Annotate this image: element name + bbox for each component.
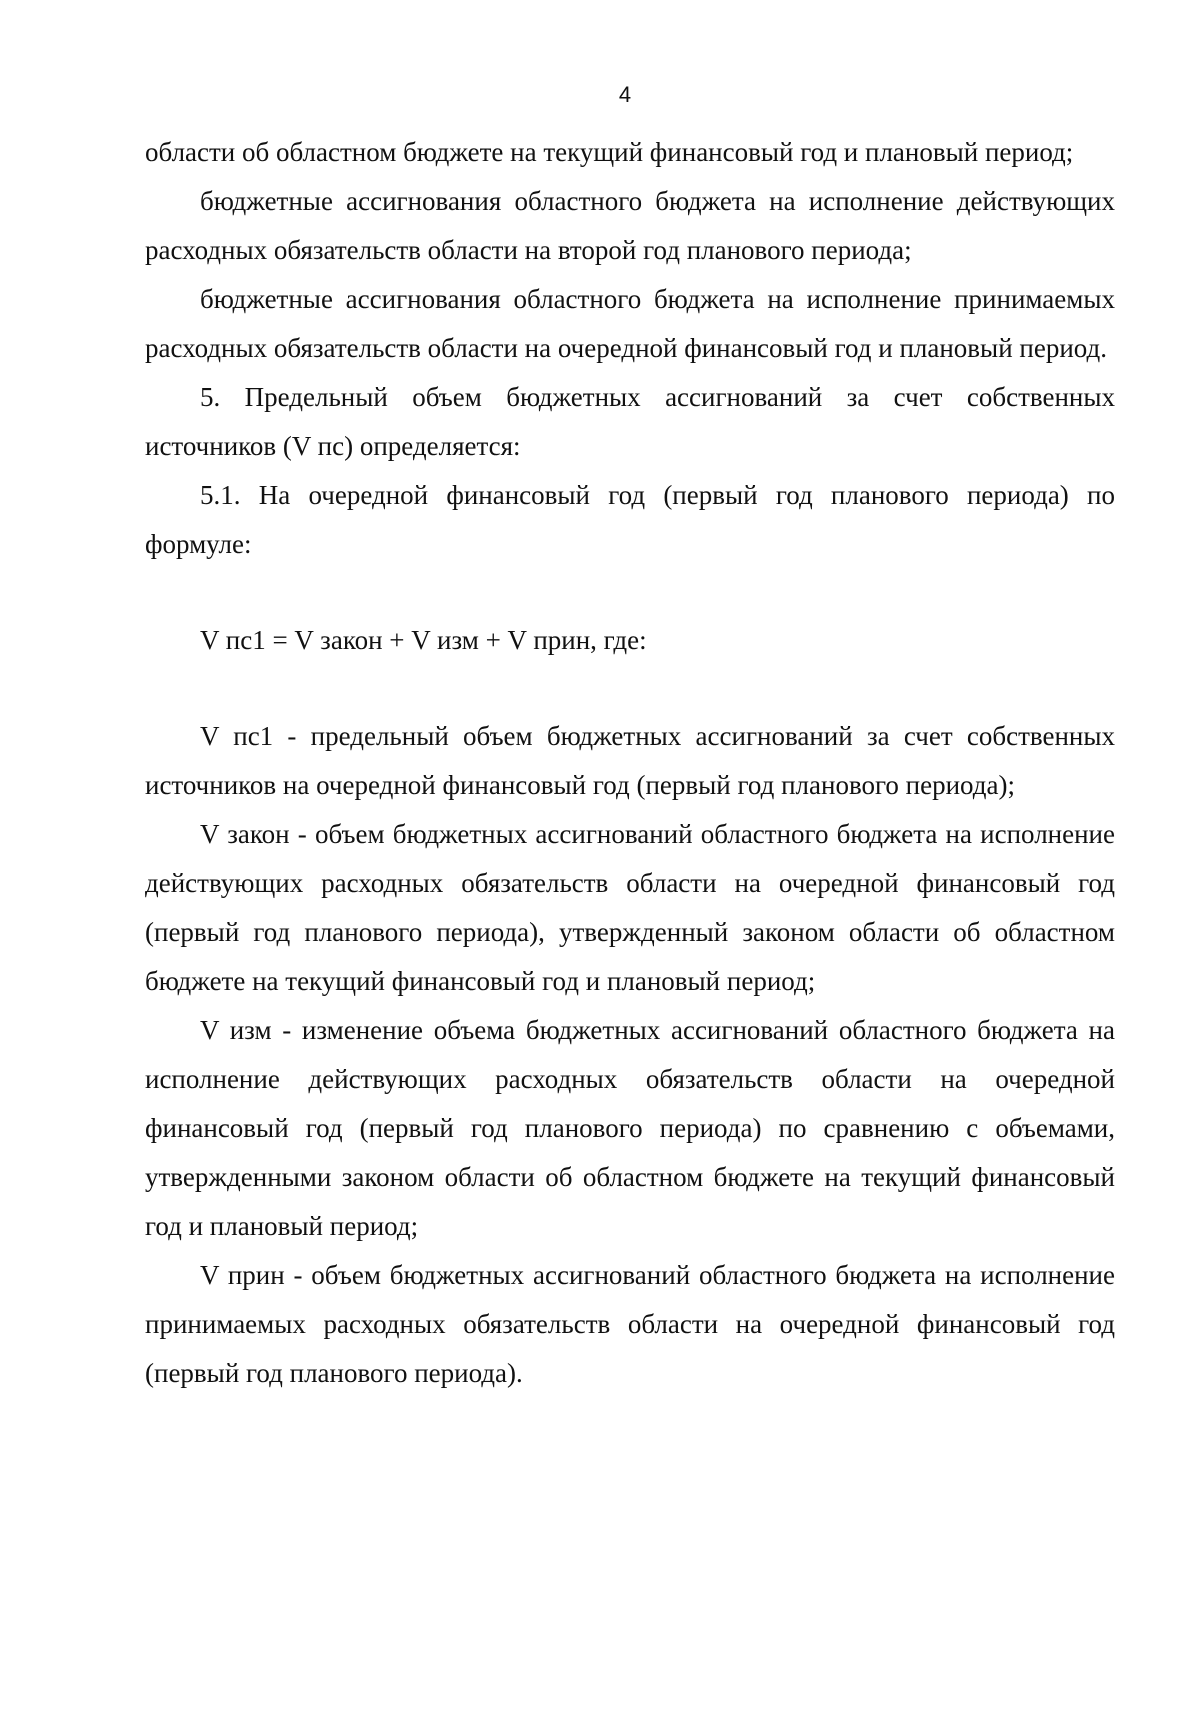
document-body xyxy=(145,128,1115,1398)
paragraph-current-obligations: бюджетные ассигнования областного бюджета на исполнение действующих расходных обязательств области на второй год планового периода; xyxy=(145,186,1115,265)
definition-v-ps1: V пс1 - предельный объем бюджетных ассигнований за счет собственных источников на очередной финансовый год (первый год планового периода); xyxy=(145,721,1115,800)
formula: V пс1 = V закон + V изм + V прин, где: xyxy=(200,625,647,655)
definition-v-prin: V прин - объем бюджетных ассигнований областного бюджета на исполнение принимаемых расходных обязательств области на очередной финансовый год (первый год планового периода). xyxy=(145,1260,1115,1388)
page-number: 4 xyxy=(618,82,632,107)
paragraph-section-5: 5. Предельный объем бюджетных ассигнований за счет собственных источников (V пс) определяется: xyxy=(145,382,1115,461)
definition-v-zakon: V закон - объем бюджетных ассигнований областного бюджета на исполнение действующих расходных обязательств области на очередной финансовый год (первый год планового периода), утвержденный законом области об областном бюджете на текущий финансовый год и плановый период; xyxy=(145,819,1115,996)
definition-v-izm: V изм - изменение объема бюджетных ассигнований областного бюджета на исполнение действующих расходных обязательств области на очередной финансовый год (первый год планового периода) по сравнению с объемами, утвержденными законом области об областном бюджете на текущий финансовый год и плановый период; xyxy=(145,1015,1115,1241)
paragraph-new-obligations: бюджетные ассигнования областного бюджета на исполнение принимаемых расходных обязательств области на очередной финансовый год и плановый период. xyxy=(145,284,1115,363)
paragraph-section-5-1: 5.1. На очередной финансовый год (первый год планового периода) по формуле: xyxy=(145,480,1115,559)
paragraph-continuation: области об областном бюджете на текущий финансовый год и плановый период; xyxy=(145,137,1074,167)
